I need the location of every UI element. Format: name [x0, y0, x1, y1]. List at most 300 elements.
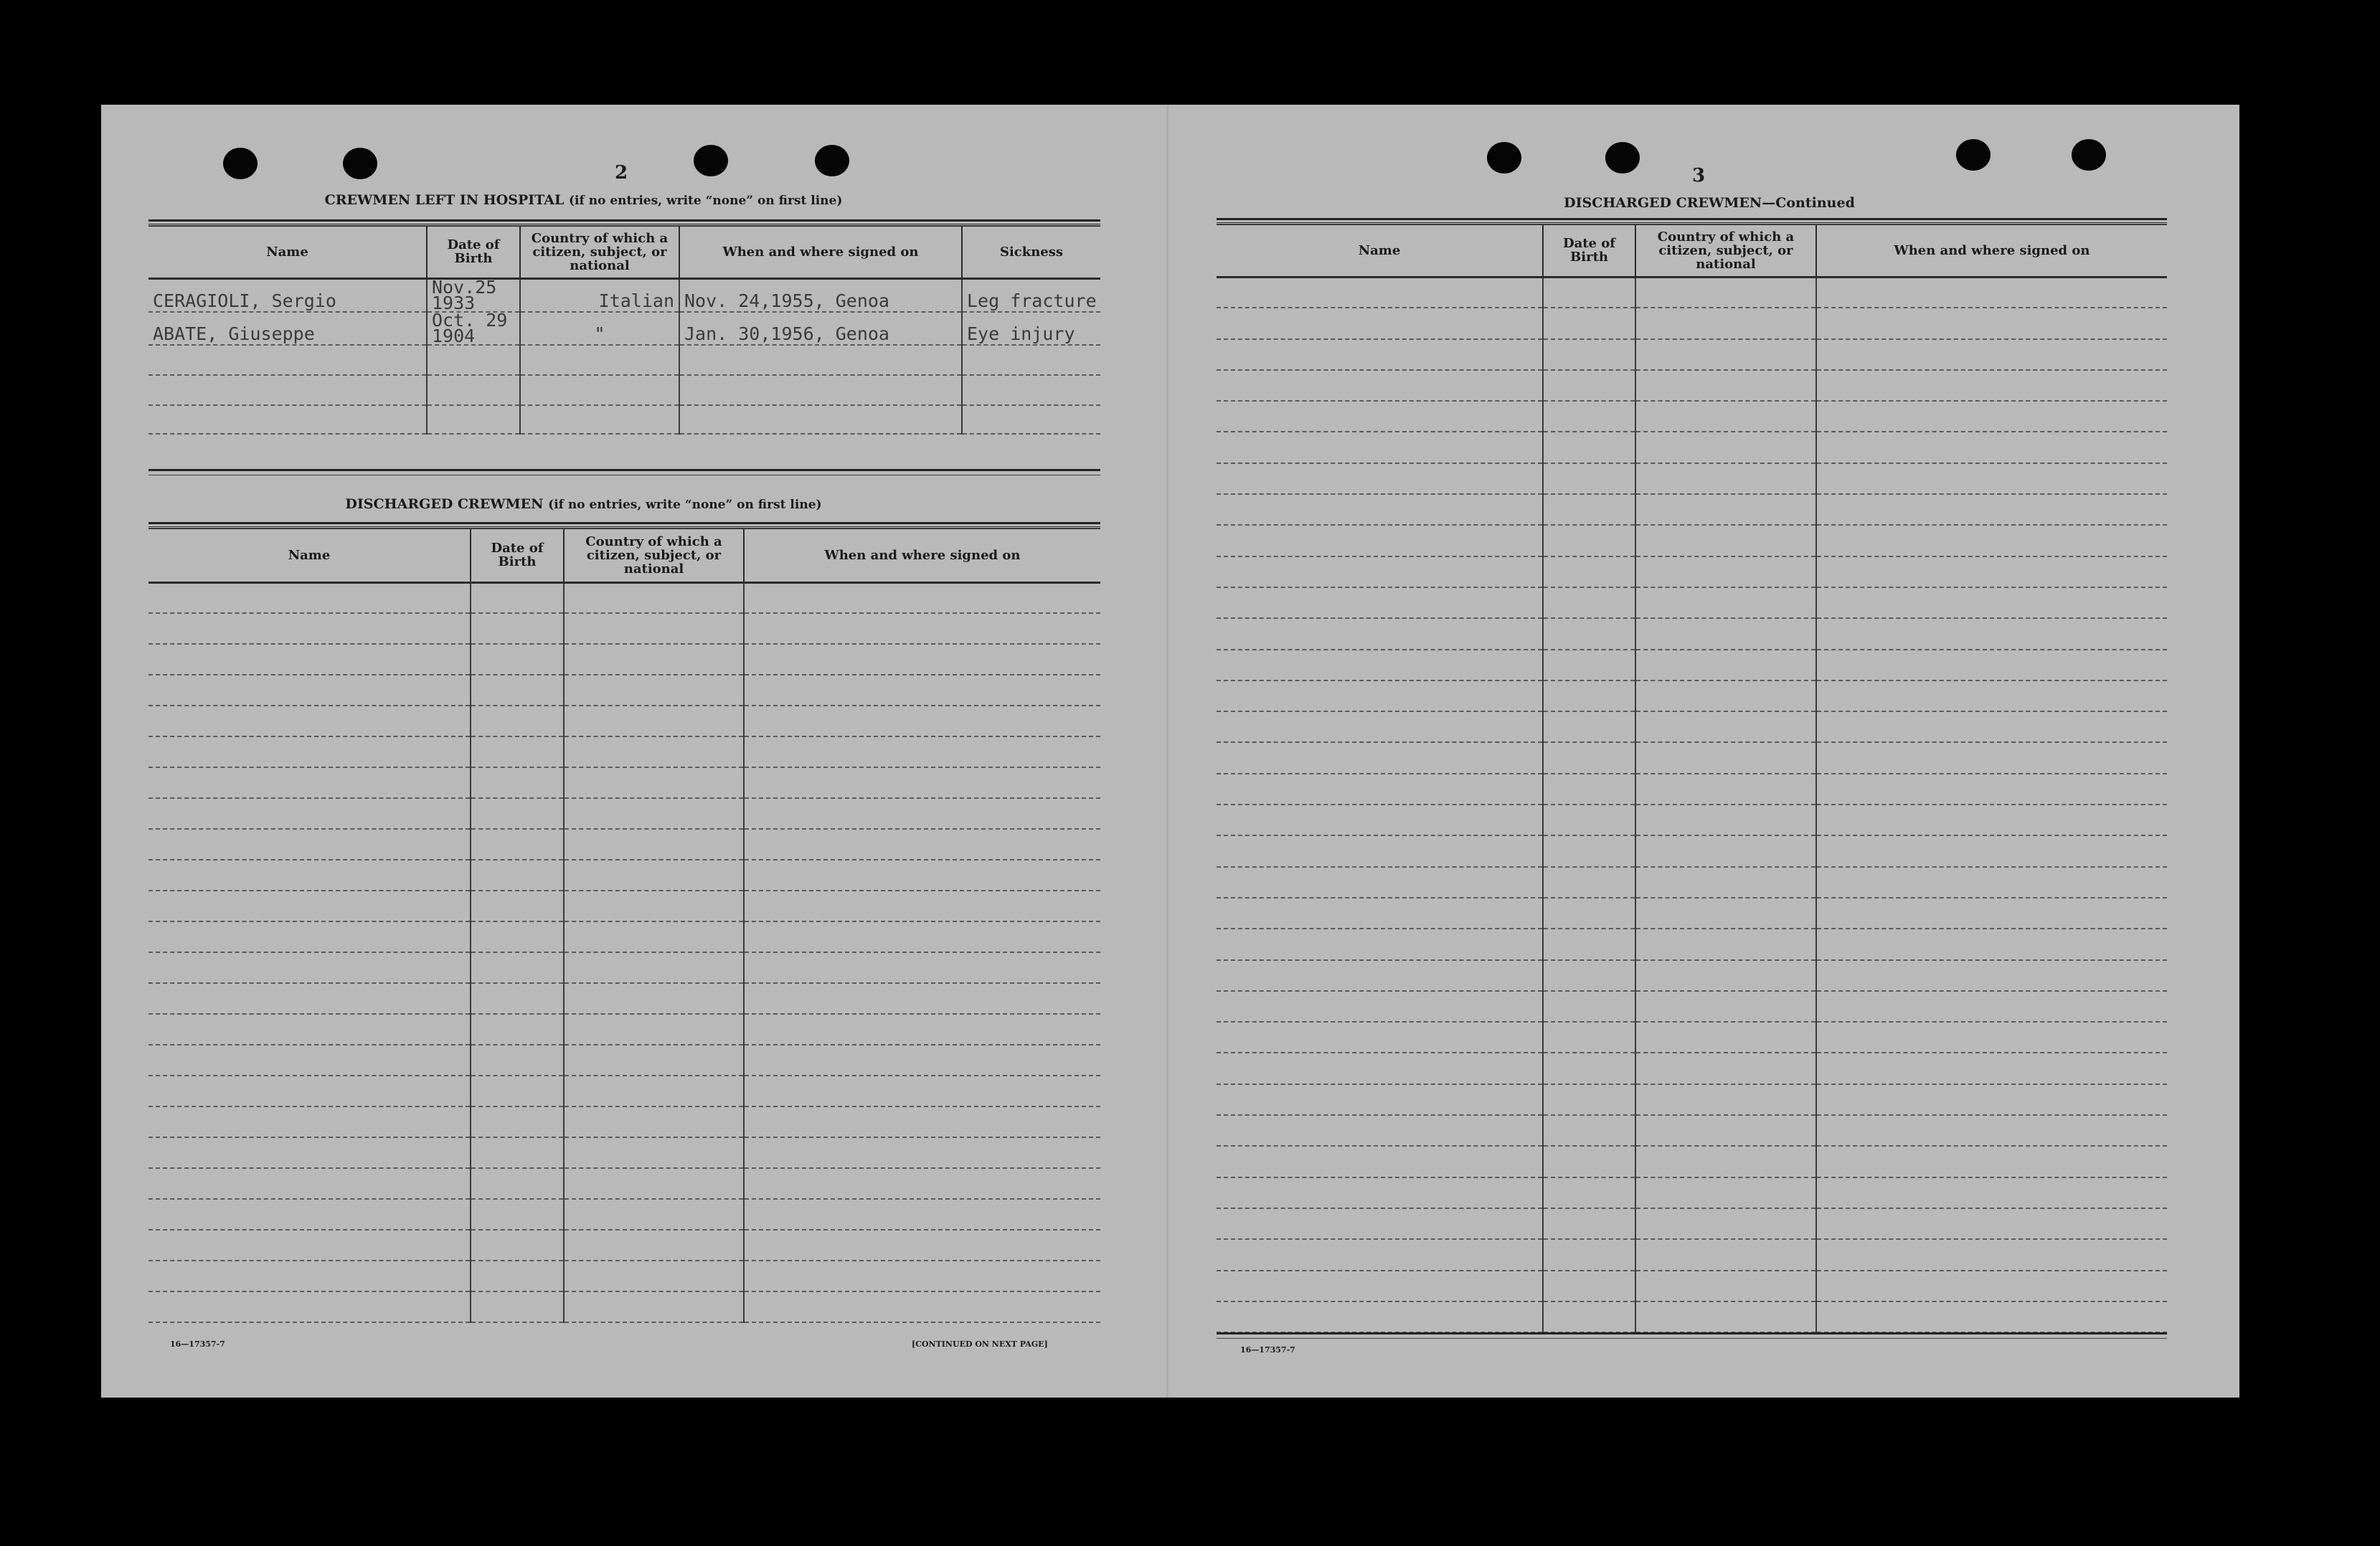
empty-cell: [1816, 1271, 2167, 1301]
table-row: [148, 582, 1100, 613]
empty-cell: [1635, 1084, 1816, 1115]
table-row: [148, 921, 1100, 952]
empty-cell: [1217, 308, 1543, 338]
hospital-table: [148, 224, 1100, 435]
empty-cell: [1543, 370, 1635, 401]
empty-cell: [1543, 991, 1635, 1022]
page-fold: [1166, 105, 1168, 1398]
empty-cell: [1543, 805, 1635, 835]
empty-cell: [1217, 1053, 1543, 1083]
page-number: 2: [615, 162, 628, 184]
page-number: 3: [1692, 165, 1706, 186]
empty-cell: [1543, 742, 1635, 773]
empty-cell: [471, 767, 564, 798]
empty-cell: [564, 1291, 744, 1322]
empty-cell: [471, 706, 564, 736]
empty-cell: [564, 613, 744, 644]
table-row: [148, 405, 1100, 434]
empty-cell: [1816, 1239, 2167, 1270]
table-row: [148, 1106, 1100, 1137]
empty-cell: [1816, 370, 2167, 401]
table-row: [1217, 1115, 2167, 1146]
empty-cell: [1217, 1115, 1543, 1146]
col-header-signed-on: When and where signed on: [744, 528, 1100, 582]
dob-line: 1904: [432, 325, 476, 346]
empty-cell: [1217, 401, 1543, 432]
empty-cell: [1217, 711, 1543, 742]
punch-hole: [1487, 142, 1521, 174]
col-header-signed-on: When and where signed on: [679, 225, 962, 278]
table-row: [1217, 1084, 2167, 1115]
empty-cell: [148, 1261, 471, 1291]
empty-cell: [1217, 742, 1543, 773]
empty-cell: [1217, 1146, 1543, 1177]
empty-cell: [1543, 1146, 1635, 1177]
table-row: [1217, 339, 2167, 370]
empty-cell: [471, 1291, 564, 1322]
table-row: [1217, 929, 2167, 959]
discharged-caption-main: DISCHARGED CREWMEN: [345, 496, 544, 512]
empty-cell: [1635, 1271, 1816, 1301]
empty-cell: [564, 582, 744, 613]
empty-cell: [744, 983, 1100, 1014]
empty-cell: [564, 1106, 744, 1137]
empty-cell: [471, 1076, 564, 1106]
empty-cell: [1543, 680, 1635, 711]
discharged-continued-table: [1217, 222, 2167, 1333]
discharged-continued-caption: DISCHARGED CREWMEN—Continued: [1564, 195, 1855, 211]
empty-cell: [1816, 308, 2167, 338]
empty-cell: [1217, 867, 1543, 898]
empty-cell: [471, 921, 564, 952]
empty-cell: [744, 921, 1100, 952]
empty-cell: [564, 1261, 744, 1291]
discharged-table: [148, 526, 1100, 1323]
empty-cell: [1635, 1115, 1816, 1146]
punch-hole: [815, 145, 849, 176]
table-row: [1217, 308, 2167, 338]
empty-cell: [1543, 929, 1635, 959]
empty-cell: [1217, 494, 1543, 525]
empty-cell: [148, 952, 471, 983]
table-row: [1217, 1301, 2167, 1332]
col-header-name: Name: [148, 528, 471, 582]
table-row: [148, 1076, 1100, 1106]
empty-cell: [564, 736, 744, 767]
cell-name: CERAGIOLI, Sergio: [148, 278, 427, 312]
empty-cell: [1635, 835, 1816, 866]
empty-cell: [148, 1168, 471, 1199]
empty-cell: [1635, 867, 1816, 898]
table-row: [1217, 463, 2167, 494]
empty-cell: [1816, 1301, 2167, 1332]
empty-cell: [1543, 1084, 1635, 1115]
table-row: [148, 1199, 1100, 1230]
empty-cell: [744, 952, 1100, 983]
empty-cell: [471, 891, 564, 921]
empty-cell: [1635, 370, 1816, 401]
empty-cell: [1816, 1146, 2167, 1177]
empty-cell: [471, 1137, 564, 1168]
empty-cell: [744, 1291, 1100, 1322]
empty-cell: [1816, 494, 2167, 525]
empty-cell: [1217, 339, 1543, 370]
empty-cell: [1816, 991, 2167, 1022]
table-row: [148, 1168, 1100, 1199]
empty-cell: [1635, 587, 1816, 618]
table-row: [1217, 774, 2167, 805]
cell-country: Italian: [520, 278, 679, 312]
table-row: [148, 644, 1100, 675]
empty-cell: [744, 1045, 1100, 1076]
table-row: [1217, 1239, 2167, 1270]
empty-cell: [1543, 401, 1635, 432]
empty-cell: [744, 1230, 1100, 1261]
table-row: [148, 613, 1100, 644]
empty-cell: [1635, 774, 1816, 805]
empty-cell: [1816, 401, 2167, 432]
empty-cell: [148, 675, 471, 706]
continued-note: [CONTINUED ON NEXT PAGE]: [912, 1339, 1048, 1349]
empty-cell: [1635, 1146, 1816, 1177]
empty-cell: [744, 860, 1100, 891]
empty-cell: [1543, 774, 1635, 805]
empty-cell: [744, 1168, 1100, 1199]
cell-sickness: Eye injury: [962, 312, 1100, 345]
empty-cell: [1816, 556, 2167, 587]
empty-cell: [1635, 308, 1816, 338]
col-header-dob: Date of Birth: [1543, 224, 1635, 277]
empty-cell: [1543, 1115, 1635, 1146]
discharged-caption: [144, 496, 1023, 512]
empty-cell: [744, 675, 1100, 706]
form-number: 16—17357-7: [1240, 1345, 1295, 1355]
empty-cell: [1635, 960, 1816, 991]
empty-cell: [744, 798, 1100, 829]
empty-cell: [1635, 618, 1816, 649]
empty-cell: [1816, 742, 2167, 773]
empty-cell: [564, 983, 744, 1014]
form-number: 16—17357-7: [170, 1339, 225, 1349]
empty-cell: [1635, 494, 1816, 525]
empty-cell: [564, 829, 744, 860]
empty-cell: [1816, 525, 2167, 556]
table-row: [148, 1045, 1100, 1076]
punch-hole: [694, 145, 728, 176]
dob-line: Nov.25: [432, 276, 497, 298]
empty-cell: [471, 613, 564, 644]
table-row: [1217, 867, 2167, 898]
empty-cell: [148, 1014, 471, 1045]
empty-cell: [1635, 339, 1816, 370]
empty-cell: [471, 798, 564, 829]
table-row: [1217, 960, 2167, 991]
discharged-caption-note: (if no entries, write “none” on first line): [548, 498, 822, 512]
empty-cell: [1816, 898, 2167, 929]
table-row: [148, 1230, 1100, 1261]
empty-cell: [471, 1014, 564, 1045]
hospital-caption: [144, 192, 1023, 208]
empty-cell: [1217, 618, 1543, 649]
empty-cell: [1217, 1022, 1543, 1053]
table-row: [148, 345, 1100, 375]
empty-cell: [1635, 1208, 1816, 1239]
table-row: [148, 675, 1100, 706]
empty-cell: [1217, 805, 1543, 835]
empty-cell: [1635, 1022, 1816, 1053]
empty-cell: [148, 644, 471, 675]
empty-cell: [1816, 432, 2167, 463]
empty-cell: [564, 1014, 744, 1045]
empty-cell: [1543, 867, 1635, 898]
table-row: [148, 798, 1100, 829]
empty-cell: [564, 1199, 744, 1230]
table-row: [1217, 805, 2167, 835]
empty-cell: [1217, 1239, 1543, 1270]
empty-cell: [1816, 587, 2167, 618]
empty-cell: [1635, 432, 1816, 463]
empty-cell: [148, 891, 471, 921]
col-header-dob: Date of Birth: [471, 528, 564, 582]
table-row: [148, 1137, 1100, 1168]
empty-cell: [1217, 1084, 1543, 1115]
empty-cell: [1217, 680, 1543, 711]
table-row: [148, 1291, 1100, 1322]
empty-cell: [744, 1137, 1100, 1168]
empty-cell: [1217, 370, 1543, 401]
empty-cell: [744, 829, 1100, 860]
empty-cell: [148, 983, 471, 1014]
empty-cell: [564, 1076, 744, 1106]
empty-cell: [564, 921, 744, 952]
empty-cell: [744, 613, 1100, 644]
empty-cell: [1543, 308, 1635, 338]
empty-cell: [1217, 774, 1543, 805]
table-row: [148, 829, 1100, 860]
table-row: [148, 983, 1100, 1014]
empty-cell: [1217, 432, 1543, 463]
empty-cell: [1816, 835, 2167, 866]
empty-cell: [1217, 960, 1543, 991]
empty-cell: [1543, 898, 1635, 929]
empty-cell: [1635, 711, 1816, 742]
table-row: [1217, 650, 2167, 680]
empty-cell: [471, 1168, 564, 1199]
table-row: [148, 1261, 1100, 1291]
empty-cell: [1217, 650, 1543, 680]
empty-cell: [564, 952, 744, 983]
empty-cell: [148, 613, 471, 644]
table-row: [1217, 1271, 2167, 1301]
cell-sickness: Leg fracture: [962, 278, 1100, 312]
table-row: [1217, 1022, 2167, 1053]
empty-cell: [564, 644, 744, 675]
empty-cell: [564, 891, 744, 921]
empty-cell: [1217, 556, 1543, 587]
empty-cell: [564, 860, 744, 891]
empty-cell: [1543, 556, 1635, 587]
empty-cell: [1543, 432, 1635, 463]
col-header-country: Country of which a citizen, subject, or national: [520, 225, 679, 278]
empty-cell: [1543, 960, 1635, 991]
empty-cell: [471, 829, 564, 860]
table-row: [148, 767, 1100, 798]
cell-name: ABATE, Giuseppe: [148, 312, 427, 345]
empty-cell: [1635, 742, 1816, 773]
empty-cell: [1543, 494, 1635, 525]
table-row: [1217, 991, 2167, 1022]
punch-hole: [223, 148, 258, 179]
empty-cell: [744, 767, 1100, 798]
empty-cell: [1217, 277, 1543, 308]
col-header-name: Name: [1217, 224, 1543, 277]
table-row: [1217, 401, 2167, 432]
empty-cell: [1635, 898, 1816, 929]
table-row: [1217, 1177, 2167, 1208]
table-row: [1217, 835, 2167, 866]
table-row: [148, 278, 1100, 312]
table-row: [1217, 1208, 2167, 1239]
empty-cell: [1816, 1053, 2167, 1083]
empty-cell: [148, 736, 471, 767]
empty-cell: [1816, 774, 2167, 805]
empty-cell: [564, 706, 744, 736]
empty-cell: [564, 1137, 744, 1168]
empty-cell: [148, 1045, 471, 1076]
empty-cell: [1543, 650, 1635, 680]
empty-cell: [1635, 991, 1816, 1022]
col-header-signed-on: When and where signed on: [1816, 224, 2167, 277]
cell-dob: [427, 309, 520, 346]
table-row: [148, 952, 1100, 983]
hospital-caption-note: (if no entries, write “none” on first line): [568, 194, 843, 208]
empty-cell: [1816, 1208, 2167, 1239]
empty-cell: [1543, 587, 1635, 618]
empty-cell: [148, 1106, 471, 1137]
empty-cell: [744, 1261, 1100, 1291]
hospital-caption-main: CREWMEN LEFT IN HOSPITAL: [324, 192, 565, 208]
empty-cell: [1635, 525, 1816, 556]
empty-cell: [148, 1199, 471, 1230]
empty-cell: [1217, 835, 1543, 866]
col-header-country: Country of which a citizen, subject, or national: [564, 528, 744, 582]
empty-cell: [564, 1168, 744, 1199]
empty-cell: [1543, 835, 1635, 866]
empty-cell: [148, 1137, 471, 1168]
empty-cell: [1816, 680, 2167, 711]
empty-cell: [744, 891, 1100, 921]
empty-cell: [1635, 1239, 1816, 1270]
empty-cell: [1217, 1301, 1543, 1332]
empty-cell: [564, 767, 744, 798]
table-row: [1217, 742, 2167, 773]
empty-cell: [148, 1076, 471, 1106]
empty-cell: [564, 1045, 744, 1076]
empty-cell: [744, 1106, 1100, 1137]
table-row: [1217, 618, 2167, 649]
table-row: [1217, 1053, 2167, 1083]
empty-cell: [1543, 1271, 1635, 1301]
empty-cell: [1635, 680, 1816, 711]
empty-cell: [471, 736, 564, 767]
empty-cell: [1816, 650, 2167, 680]
col-header-name: Name: [148, 225, 427, 278]
empty-cell: [148, 921, 471, 952]
empty-cell: [564, 1230, 744, 1261]
empty-cell: [471, 860, 564, 891]
table-row: [1217, 1146, 2167, 1177]
empty-cell: [1816, 277, 2167, 308]
empty-cell: [471, 952, 564, 983]
empty-cell: [148, 582, 471, 613]
empty-cell: [471, 1199, 564, 1230]
table-bottom-rule: [1217, 1332, 2167, 1339]
empty-cell: [1816, 339, 2167, 370]
table-row: [148, 706, 1100, 736]
empty-cell: [148, 798, 471, 829]
empty-cell: [1635, 556, 1816, 587]
empty-cell: [1217, 991, 1543, 1022]
empty-cell: [744, 644, 1100, 675]
empty-cell: [148, 829, 471, 860]
empty-cell: [148, 860, 471, 891]
empty-cell: [744, 1076, 1100, 1106]
empty-cell: [1816, 618, 2167, 649]
empty-cell: [744, 736, 1100, 767]
empty-cell: [1635, 650, 1816, 680]
document-sheet: [101, 105, 2239, 1398]
empty-cell: [1543, 618, 1635, 649]
empty-cell: [148, 1291, 471, 1322]
punch-hole: [343, 148, 377, 179]
table-bottom-rule: [148, 469, 1100, 475]
empty-cell: [1217, 1177, 1543, 1208]
col-header-country: Country of which a citizen, subject, or national: [1635, 224, 1816, 277]
empty-cell: [1543, 525, 1635, 556]
table-row: [148, 375, 1100, 405]
table-row: [1217, 525, 2167, 556]
empty-cell: [1816, 867, 2167, 898]
empty-cell: [1816, 960, 2167, 991]
empty-cell: [1816, 929, 2167, 959]
table-row: [148, 891, 1100, 921]
empty-cell: [1543, 277, 1635, 308]
empty-cell: [1543, 1239, 1635, 1270]
cell-country: ": [520, 312, 679, 345]
table-row: [1217, 556, 2167, 587]
empty-cell: [744, 582, 1100, 613]
empty-cell: [564, 675, 744, 706]
empty-cell: [471, 1106, 564, 1137]
col-header-sickness: Sickness: [962, 225, 1100, 278]
empty-cell: [1635, 1301, 1816, 1332]
empty-cell: [744, 1199, 1100, 1230]
cell-signed-on: Nov. 24,1955, Genoa: [679, 278, 962, 312]
empty-cell: [1543, 1177, 1635, 1208]
empty-cell: [1217, 929, 1543, 959]
empty-cell: [471, 644, 564, 675]
table-row: [148, 312, 1100, 345]
table-row: [148, 860, 1100, 891]
col-header-dob: Date of Birth: [427, 225, 520, 278]
empty-cell: [1635, 805, 1816, 835]
empty-cell: [1816, 1177, 2167, 1208]
empty-cell: [1816, 463, 2167, 494]
empty-cell: [471, 582, 564, 613]
table-row: [1217, 370, 2167, 401]
empty-cell: [1816, 711, 2167, 742]
table-row: [1217, 494, 2167, 525]
